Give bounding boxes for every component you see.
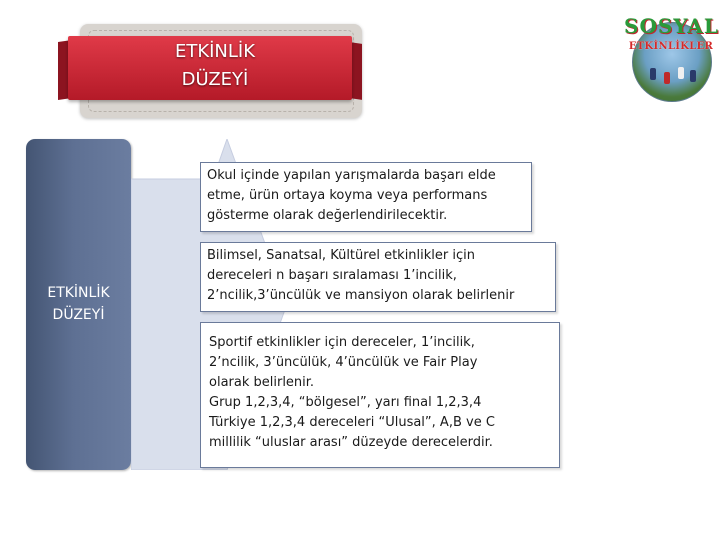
logo-figure [650, 68, 656, 80]
criteria-text-3: Sportif etkinlikler için dereceler, 1’incilik, 2’ncilik, 3’üncülük, 4’üncülük ve Fair Play olarak belirlenir. Grup 1,2,3,4, “bölgesel”, yarı final 1,2,3,4 Türkiye 1,2,3,4 dereceleri “Ulusal”, A,B ve C millilik “uluslar arası” düzeyde derecelerdir. [209, 335, 495, 450]
criteria-box-2 [200, 242, 556, 312]
criteria-box-1 [200, 162, 532, 232]
logo-figure [664, 72, 670, 84]
logo-title: SOSYAL [624, 14, 719, 38]
banner-title: ETKİNLİK DÜZEYİ [174, 41, 256, 90]
criteria-text-2: Bilimsel, Sanatsal, Kültürel etkinlikler için dereceleri n başarı sıralaması 1’incilik, 2’ncilik,3’üncülük ve mansiyon olarak belirlenir [207, 248, 515, 303]
logo-subtitle: ETKİNLİKLER [628, 41, 714, 52]
criteria-text-1: Okul içinde yapılan yarışmalarda başarı elde etme, ürün ortaya koyma veya performans gösterme olarak değerlendirilecektir. [207, 168, 496, 223]
logo-figure [690, 70, 696, 82]
criteria-box-3 [200, 322, 560, 468]
left-panel-label: ETKİNLİK DÜZEYİ [47, 285, 110, 323]
logo-emblem [624, 10, 718, 104]
logo-figure [678, 67, 684, 79]
